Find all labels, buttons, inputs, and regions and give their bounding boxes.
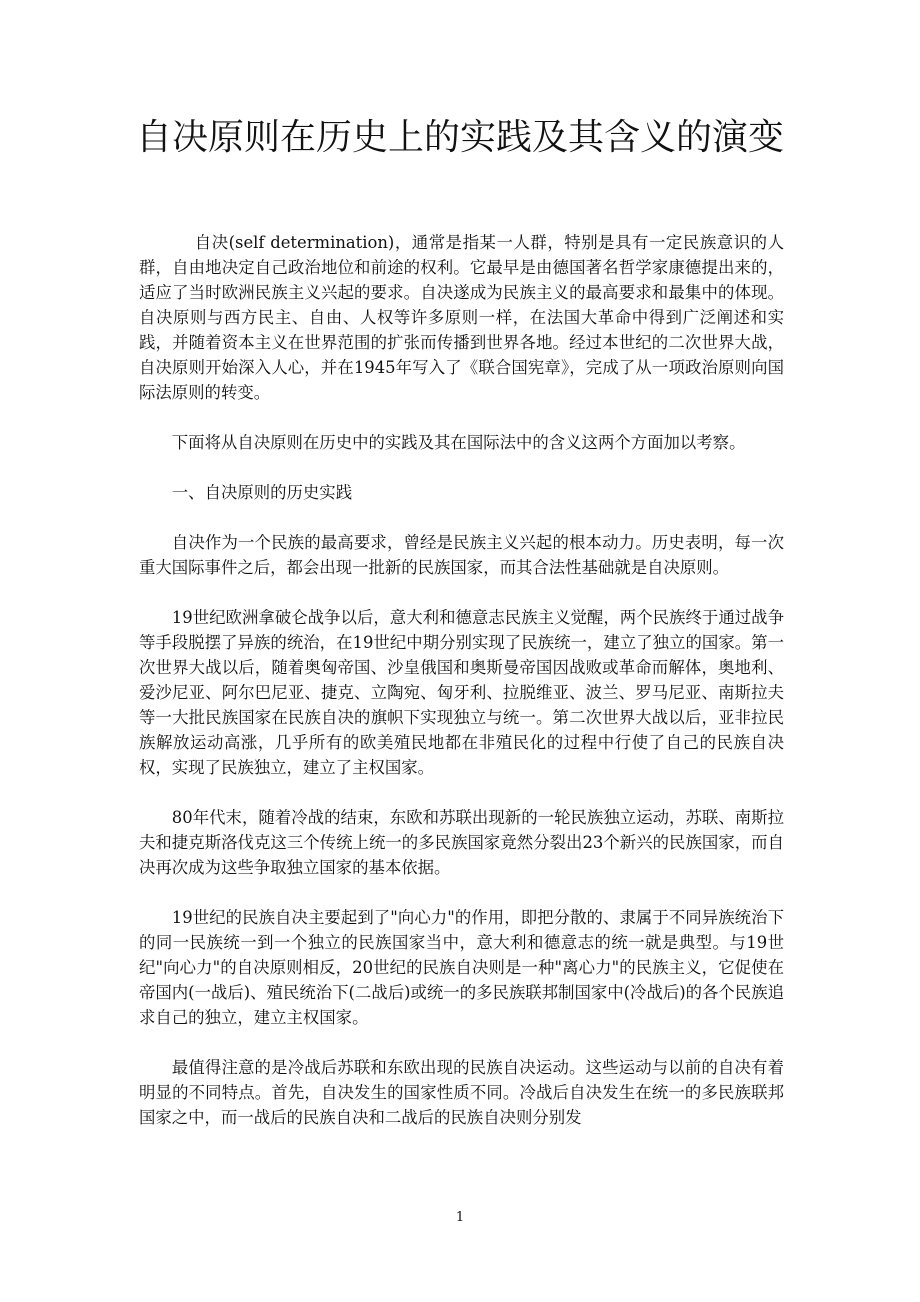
paragraph: 最值得注意的是冷战后苏联和东欧出现的民族自决运动。这些运动与以前的自决有着明显的不同特点。首先，自决发生的国家性质不同。冷战后自决发生在统一的多民族联邦国家之中，而一战后的民族自决和二战后的民族自决则分别发	[139, 1058, 784, 1127]
paragraph-intro: 自决(self determination)，通常是指某一人群，特别是具有一定民族意识的人群，自由地决定自己政治地位和前途的权利。它最早是由德国著名哲学家康德提出来的，适应了当时欧洲民族主义兴起的要求。自决遂成为民族主义的最高要求和最集中的体现。自决原则与西方民主、自由、人权等许多原则一样，在法国大革命中得到广泛阐述和实践，并随着资本主义在世界范围的扩张而传播到世界各地。经过本世纪的二次世界大战，自决原则开始深入人心，并在1945年写入了《联合国宪章》，完成了从一项政治原则向国际法原则的转变。	[139, 233, 784, 402]
paragraph: 19世纪欧洲拿破仑战争以后，意大利和德意志民族主义觉醒，两个民族终于通过战争等手段脱摆了异族的统治，在19世纪中期分别实现了民族统一，建立了独立的国家。第一次世界大战以后，随着奥匈帝国、沙皇俄国和奥斯曼帝国因战败或革命而解体，奥地利、爱沙尼亚、阿尔巴尼亚、捷克、立陶宛、匈牙利、拉脱维亚、波兰、罗马尼亚、南斯拉夫等一大批民族国家在民族自决的旗帜下实现独立与统一。第二次世界大战以后，亚非拉民族解放运动高涨，几乎所有的欧美殖民地都在非殖民化的过程中行使了自己的民族自决权，实现了民族独立，建立了主权国家。	[139, 608, 784, 777]
paragraph: 自决作为一个民族的最高要求，曾经是民族主义兴起的根本动力。历史表明，每一次重大国际事件之后，都会出现一批新的民族国家，而其合法性基础就是自决原则。	[139, 533, 784, 577]
paragraph: 80年代末，随着冷战的结束，东欧和苏联出现新的一轮民族独立运动，苏联、南斯拉夫和捷克斯洛伐克这三个传统上统一的多民族国家竟然分裂出23个新兴的民族国家，而自决再次成为这些争取独立国家的基本依据。	[139, 808, 784, 877]
paragraph: 19世纪的民族自决主要起到了"向心力"的作用，即把分散的、隶属于不同异族统治下的同一民族统一到一个独立的民族国家当中，意大利和德意志的统一就是典型。与19世纪"向心力"的自决原则相反，20世纪的民族自决则是一种"离心力"的民族主义，它促使在帝国内(一战后)、殖民统治下(二战后)或统一的多民族联邦制国家中(冷战后)的各个民族追求自己的独立，建立主权国家。	[139, 908, 784, 1027]
document-body	[139, 230, 784, 1155]
page-number: 1	[455, 1210, 465, 1225]
paragraph-overview: 下面将从自决原则在历史中的实践及其在国际法中的含义这两个方面加以考察。	[171, 433, 746, 452]
document-title: 自决原则在历史上的实践及其含义的演变	[135, 117, 784, 158]
section-heading: 一、自决原则的历史实践	[171, 483, 353, 502]
